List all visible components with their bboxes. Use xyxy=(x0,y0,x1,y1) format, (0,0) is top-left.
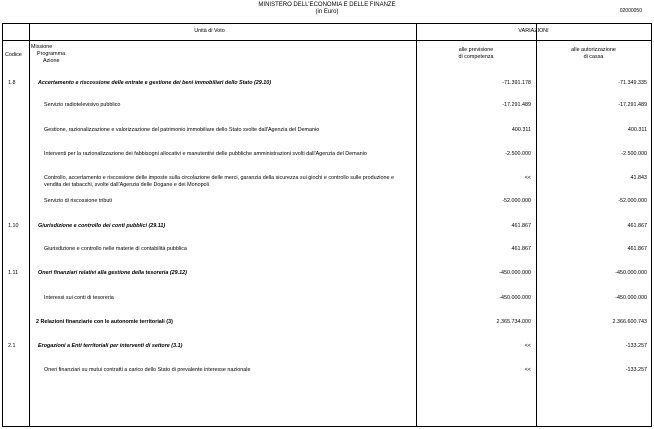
header-competenza-2: di competenza xyxy=(458,54,494,60)
document-code: 02000050 xyxy=(619,8,642,14)
ministry-title: MINISTERO DELL'ECONOMIA E DELLE FINANZE xyxy=(258,2,396,8)
row-cassa: -450.000.000 xyxy=(615,270,647,276)
header-cassa-2: di cassa xyxy=(583,54,604,60)
row-cassa: -133.257 xyxy=(625,367,647,373)
row-action: Giurisdizione e controllo nelle materie di contabilità pubblica xyxy=(44,246,187,252)
row-program: Giurisdizione e controllo dei conti pubblici (29.11) xyxy=(38,223,166,229)
header-variazioni: VARIAZIONI xyxy=(518,28,549,34)
row-program: Accertamento e riscossione delle entrate e gestione dei beni immobiliari dello Stato (29.10) xyxy=(38,80,272,86)
header-divider xyxy=(3,40,651,41)
row-competenza: -17.291.489 xyxy=(502,102,531,108)
row-competenza: << xyxy=(524,343,531,349)
row-competenza: << xyxy=(524,175,531,181)
header-unita-di-voto: Unità di Voto xyxy=(194,28,225,34)
header-cassa-1: alle autorizzazione xyxy=(571,47,616,53)
row-cassa: -2.500.000 xyxy=(621,151,647,157)
row-competenza: << xyxy=(524,367,531,373)
unit-label: (in Euro) xyxy=(315,9,339,15)
row-cassa: 400.311 xyxy=(627,127,647,133)
row-competenza: -52.000.000 xyxy=(502,198,531,204)
row-competenza: 2.365.734.000 xyxy=(496,319,531,325)
row-cassa: -133.257 xyxy=(625,343,647,349)
row-competenza: -450.000.000 xyxy=(499,270,531,276)
row-competenza: -450.000.000 xyxy=(499,295,531,301)
row-action: Servizio radiotelevisivo pubblico xyxy=(44,102,121,108)
row-mission: 2 Relazioni finanziarie con le autonomie territoriali (3) xyxy=(36,319,173,325)
row-code: 1.8 xyxy=(8,80,16,86)
row-cassa: -71.349.335 xyxy=(618,80,647,86)
row-competenza: 461.867 xyxy=(511,223,531,229)
row-cassa: 2.366.600.743 xyxy=(612,319,647,325)
column-divider xyxy=(29,24,30,426)
header-azione: Azione xyxy=(43,58,60,64)
row-cassa: 461.867 xyxy=(627,246,647,252)
row-competenza: -71.391.178 xyxy=(502,80,531,86)
row-cassa: -450.000.000 xyxy=(615,295,647,301)
row-competenza: -2.500.000 xyxy=(505,151,531,157)
row-code: 1.11 xyxy=(8,270,19,276)
row-code: 1.10 xyxy=(8,223,19,229)
header-programma: Programma xyxy=(37,51,66,57)
row-competenza: 400.311 xyxy=(511,127,531,133)
row-action: Servizio di riscossione tributi xyxy=(44,198,113,204)
header-competenza-1: alle previsione xyxy=(458,47,494,53)
row-action: Controllo, accertamento e riscossione delle imposte sulla circolazione delle merci, garanzia della sicurezza sui giochi e controllo sulle produzione e vendita dei tabacchi, svolte dall'Agenzia delle Dogane e dei Monopoli xyxy=(44,175,394,188)
row-action: Gestione, razionalizzazione e valorizzazione del patrimonio immobiliare dello Stato svolte dall'Agenzia del Demanio xyxy=(44,127,320,133)
row-action: Oneri finanziari su mutui contratti a carico dello Stato di prevalente interesse nazionale xyxy=(44,367,251,373)
row-code: 2.1 xyxy=(8,343,16,349)
row-competenza: 461.867 xyxy=(511,246,531,252)
row-cassa: -17.291.489 xyxy=(618,102,647,108)
header-missione: Missione xyxy=(31,44,53,50)
header-codice: Codice xyxy=(5,52,22,58)
budget-table xyxy=(2,23,652,427)
row-action: Interventi per la razionalizzazione dei fabbisogni allocativi e manutentivi delle pubbliche amministrazioni svolti dall'Agenzia del Demanio xyxy=(44,151,367,157)
row-program: Erogazioni a Enti territoriali per interventi di settore (3.1) xyxy=(38,343,183,349)
row-cassa: 461.867 xyxy=(627,223,647,229)
row-action: Interessi sui conti di tesoreria xyxy=(44,295,114,301)
row-cassa: -52.000.000 xyxy=(618,198,647,204)
row-cassa: 41.843 xyxy=(630,175,647,181)
row-program: Oneri finanziari relativi alla gestione della tesoreria (29.12) xyxy=(38,270,187,276)
